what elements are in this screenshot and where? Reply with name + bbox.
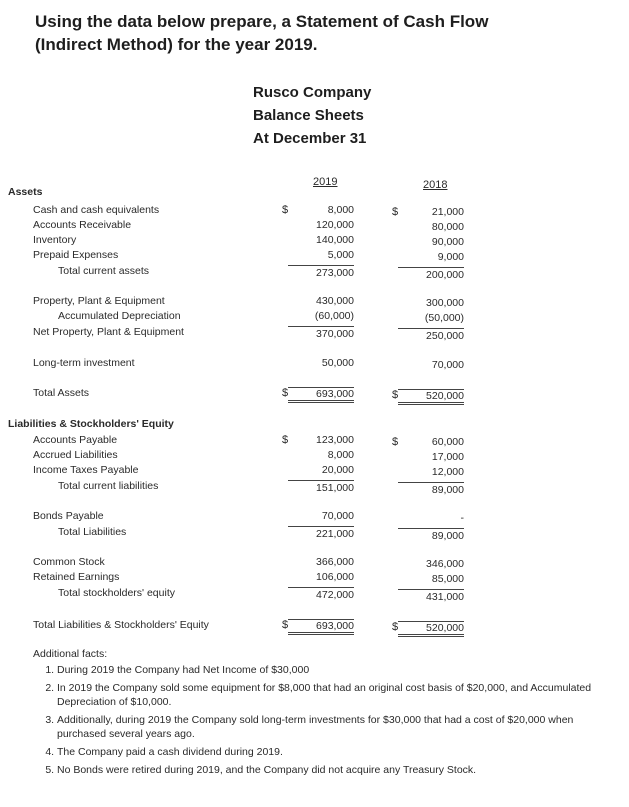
row-label: Total Assets xyxy=(33,387,90,399)
value-2019: 430,000 xyxy=(316,295,354,307)
value-2019: 120,000 xyxy=(316,219,354,231)
value-2019: 472,000 xyxy=(288,587,354,601)
value-2018: 200,000 xyxy=(398,267,464,281)
value-2018: 89,000 xyxy=(398,482,464,496)
value-2019: 123,000 xyxy=(316,434,354,446)
currency-symbol: $ xyxy=(392,436,399,448)
value-2019: 70,000 xyxy=(321,510,354,522)
value-2018: 85,000 xyxy=(431,573,464,585)
value-2019: 273,000 xyxy=(288,265,354,279)
statement-date: At December 31 xyxy=(253,130,367,147)
currency-symbol: $ xyxy=(392,621,399,633)
additional-facts-heading: Additional facts: xyxy=(33,648,108,660)
row-label: Total Liabilities & Stockholders' Equity xyxy=(33,619,209,631)
value-2018: 70,000 xyxy=(431,359,464,371)
fact-item: 1. During 2019 the Company had Net Income of $30,000 xyxy=(57,663,617,677)
row-label: Total Liabilities xyxy=(58,526,127,538)
row-label: Prepaid Expenses xyxy=(33,249,119,261)
title-line-2: (Indirect Method) for the year 2019. xyxy=(35,35,318,54)
value-2018: 17,000 xyxy=(431,451,464,463)
value-2018: (50,000) xyxy=(424,312,464,324)
value-2018: 520,000 xyxy=(398,621,464,637)
value-2018: 12,000 xyxy=(431,466,464,478)
row-label: Bonds Payable xyxy=(33,510,104,522)
currency-symbol: $ xyxy=(282,387,289,399)
value-2018: 346,000 xyxy=(426,558,464,570)
row-label: Long-term investment xyxy=(33,357,135,369)
value-2018: 520,000 xyxy=(398,389,464,405)
row-label: Accounts Payable xyxy=(33,434,118,446)
value-2018: 9,000 xyxy=(437,251,464,263)
row-label: Accounts Receivable xyxy=(33,219,132,231)
row-label: Total stockholders' equity xyxy=(58,587,175,599)
fact-item: 5. No Bonds were retired during 2019, and the Company did not acquire any Treasury Stock. xyxy=(57,763,617,777)
row-label: Retained Earnings xyxy=(33,571,120,583)
year-2018-header: 2018 xyxy=(423,179,448,191)
value-2018: 300,000 xyxy=(426,297,464,309)
value-2018: 80,000 xyxy=(431,221,464,233)
value-2019: 366,000 xyxy=(316,556,354,568)
fact-item: 4. The Company paid a cash dividend during 2019. xyxy=(57,745,617,759)
row-label: Common Stock xyxy=(33,556,105,568)
value-2019: (60,000) xyxy=(314,310,354,322)
row-label: Net Property, Plant & Equipment xyxy=(33,326,184,338)
company-name: Rusco Company xyxy=(253,84,372,101)
value-2019: 106,000 xyxy=(316,571,354,583)
currency-symbol: $ xyxy=(392,206,399,218)
currency-symbol: $ xyxy=(392,389,399,401)
value-2018: 89,000 xyxy=(398,528,464,542)
value-2019: 151,000 xyxy=(288,480,354,494)
value-2019: 8,000 xyxy=(327,204,354,216)
value-2019: 50,000 xyxy=(321,357,354,369)
value-2019: 370,000 xyxy=(288,326,354,340)
row-label: Income Taxes Payable xyxy=(33,464,139,476)
row-label: Cash and cash equivalents xyxy=(33,204,160,216)
fact-item: 3. Additionally, during 2019 the Company sold long-term investments for $30,000 that had a cost of $20,000 when purchased several years ago. xyxy=(57,713,617,741)
currency-symbol: $ xyxy=(282,434,289,446)
value-2018: - xyxy=(460,512,464,524)
value-2018: 60,000 xyxy=(431,436,464,448)
fact-item: 2. In 2019 the Company sold some equipment for $8,000 that had an original cost basis of $20,000, and Accumulated Depreciation of $10,000. xyxy=(57,681,617,709)
row-label: Accumulated Depreciation xyxy=(58,310,181,322)
row-label: Liabilities & Stockholders' Equity xyxy=(8,418,174,430)
title-line-1: Using the data below prepare, a Statement of Cash Flow xyxy=(35,12,489,31)
additional-facts xyxy=(33,648,617,781)
value-2018: 250,000 xyxy=(398,328,464,342)
value-2018: 90,000 xyxy=(431,236,464,248)
row-label: Total current liabilities xyxy=(58,480,159,492)
row-label: Property, Plant & Equipment xyxy=(33,295,165,307)
currency-symbol: $ xyxy=(282,204,289,216)
value-2018: 21,000 xyxy=(431,206,464,218)
value-2019: 20,000 xyxy=(321,464,354,476)
value-2019: 5,000 xyxy=(327,249,354,261)
statement-name: Balance Sheets xyxy=(253,107,364,124)
row-label: Accrued Liabilities xyxy=(33,449,118,461)
value-2018: 431,000 xyxy=(398,589,464,603)
value-2019: 140,000 xyxy=(316,234,354,246)
row-label: Assets xyxy=(8,186,43,198)
row-label: Total current assets xyxy=(58,265,150,277)
row-label: Inventory xyxy=(33,234,77,246)
currency-symbol: $ xyxy=(282,619,289,631)
value-2019: 693,000 xyxy=(288,619,354,635)
value-2019: 693,000 xyxy=(288,387,354,403)
year-2019-header: 2019 xyxy=(313,176,338,188)
value-2019: 8,000 xyxy=(327,449,354,461)
value-2019: 221,000 xyxy=(288,526,354,540)
